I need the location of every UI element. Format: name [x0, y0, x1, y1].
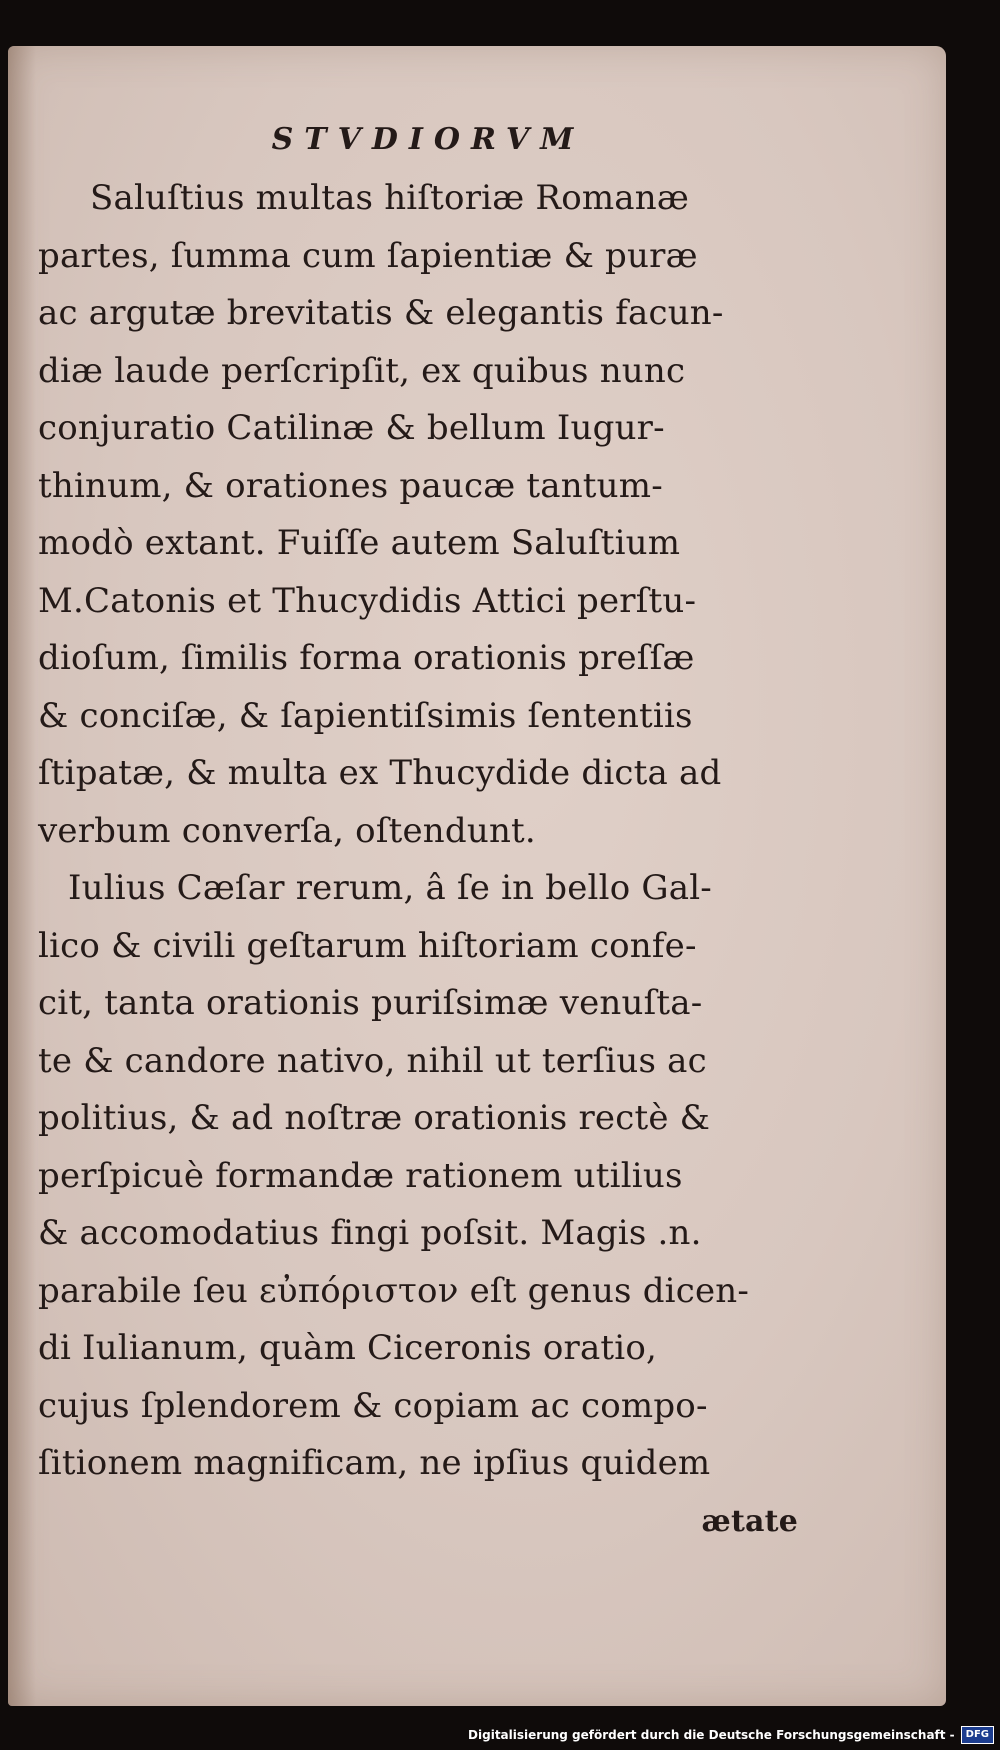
digitization-note: Digitalisierung gefördert durch die Deutsche Forschungsgemeinschaft -	[468, 1728, 955, 1742]
text-line: cujus ſplendorem & copiam ac compo-	[38, 1385, 708, 1426]
text-line: conjuratio Catilinæ & bellum Iugur-	[38, 408, 665, 448]
text-line: perſpicuè formandæ rationem utilius	[38, 1155, 683, 1196]
text-line: & conciſæ, & ſapientiſsimis ſententiis	[38, 695, 693, 736]
page-text-block	[38, 122, 798, 1550]
text-line: modò extant. Fuiſſe autem Saluſtium	[38, 523, 681, 563]
text-line: verbum converſa, oſtendunt.	[38, 810, 536, 851]
text-line: ac argutæ brevitatis & elegantis facun-	[38, 293, 724, 333]
digitization-footer	[468, 1724, 1000, 1746]
text-line: diæ laude perſcripſit, ex quibus nunc	[38, 350, 686, 391]
text-line: Iulius Cæſar rerum, â ſe in bello Gal-	[68, 868, 712, 908]
text-line: ſtipatæ, & multa ex Thucydide dicta ad	[38, 753, 722, 793]
dfg-logo-icon: DFG	[961, 1726, 994, 1744]
text-line: partes, ſumma cum ſapientiæ & puræ	[38, 235, 698, 276]
running-head: STVDIORVM	[271, 122, 585, 157]
text-line: Saluſtius multas hiſtoriæ Romanæ	[90, 178, 690, 218]
text-line: di Iulianum, quàm Ciceronis oratio,	[38, 1328, 658, 1368]
book-page	[8, 46, 946, 1706]
text-line: ſitionem magnificam, ne ipſius quidem	[38, 1443, 711, 1483]
text-line: & accomodatius fingi poſsit. Magis .n.	[38, 1213, 702, 1253]
page-gutter-shadow	[8, 46, 36, 1706]
text-line: cit, tanta orationis puriſsimæ venuſta-	[38, 983, 703, 1023]
text-line: parabile ſeu εὐπόριστον eſt genus dicen-	[38, 1270, 750, 1311]
text-line: lico & civili geſtarum hiſtoriam confe-	[38, 925, 697, 966]
text-line: dioſum, ſimilis forma orationis preſſæ	[38, 638, 695, 678]
text-line: te & candore nativo, nihil ut terſius ac	[38, 1040, 707, 1081]
text-line: M.Catonis et Thucydidis Attici perſtu-	[38, 580, 697, 621]
catchword: ætate	[701, 1503, 798, 1539]
text-line: thinum, & orationes paucæ tantum-	[38, 465, 663, 506]
text-line: politius, & ad noſtræ orationis rectè &	[38, 1098, 711, 1138]
